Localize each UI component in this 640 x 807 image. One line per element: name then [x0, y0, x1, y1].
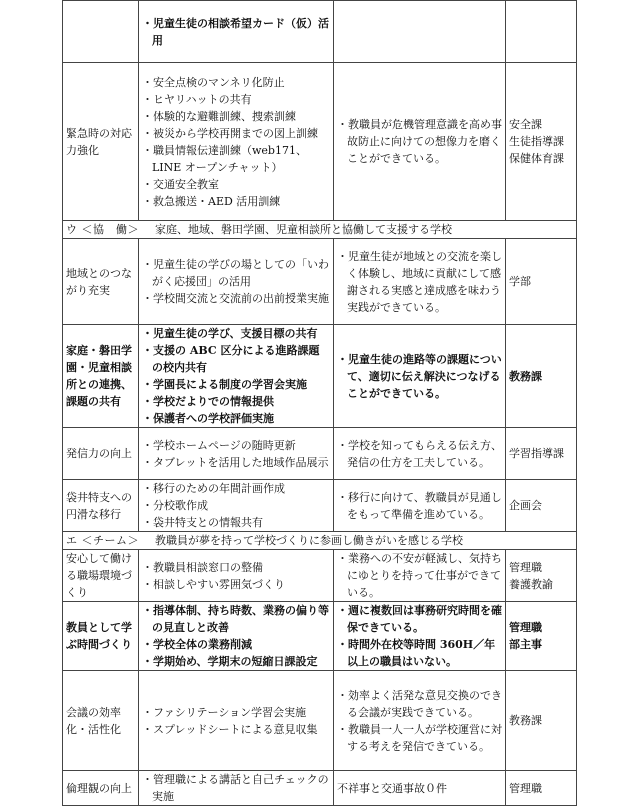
- action-item: ・ 体験的な避難訓練、捜索訓練: [142, 108, 330, 125]
- responsible-dept-cell: [506, 63, 577, 221]
- table-row: [63, 239, 577, 325]
- dept-name: 部主事: [509, 638, 542, 651]
- plan-table: [62, 0, 577, 806]
- table-row: [63, 428, 577, 480]
- action-items-cell: [139, 325, 334, 428]
- action-item: ・ 管理職による講話と自己チェックの実施: [142, 771, 330, 805]
- goal-item: ・ 業務への不安が軽減し、気持ちにゆとりを持って仕事ができている。: [337, 550, 502, 601]
- dept-name: 管理職: [509, 621, 542, 634]
- action-item: ・ 学園長による制度の学習会実施: [142, 376, 330, 393]
- section-label: エ ＜チーム＞: [66, 534, 139, 547]
- responsible-dept-cell: [506, 428, 577, 480]
- focus-area-cell: 地域とのつながり充実: [63, 239, 139, 325]
- responsible-dept-cell: [506, 671, 577, 771]
- action-items-cell: [139, 239, 334, 325]
- action-items-cell: [139, 63, 334, 221]
- goal-cell: [334, 671, 506, 771]
- table-row: [63, 63, 577, 221]
- goal-item: ・ 効率よく活発な意見交換のできる会議が実践できている。: [337, 687, 502, 721]
- dept-name: 教務課: [509, 714, 542, 727]
- action-item: ・ 児童生徒の学び、支援目標の共有: [142, 325, 330, 342]
- focus-area-cell: 倫理観の向上: [63, 771, 139, 806]
- dept-name: 保健体育課: [509, 152, 564, 165]
- action-item: ・ 袋井特支との情報共有: [142, 514, 330, 531]
- action-items-cell: [139, 428, 334, 480]
- goal-cell: [334, 480, 506, 532]
- action-item: ・ 被災から学校再開までの図上訓練: [142, 125, 330, 142]
- dept-name: 企画会: [509, 499, 542, 512]
- dept-name: 生徒指導課: [509, 135, 564, 148]
- action-item: ・ 学校全体の業務削減: [142, 636, 330, 653]
- action-item: ・ 相談しやすい雰囲気づくり: [142, 576, 330, 593]
- focus-area-cell: 教員として学ぶ時間づくり: [63, 602, 139, 671]
- section-header: [63, 532, 577, 550]
- action-item: ・ ヒヤリハットの共有: [142, 91, 330, 108]
- action-item: ・ タブレットを活用した地域作品展示: [142, 454, 330, 471]
- table-row: [63, 671, 577, 771]
- action-item: ・ 児童生徒の相談希望カード（仮）活用: [142, 15, 330, 49]
- action-item: ・ 交通安全教室: [142, 176, 330, 193]
- table-row: [63, 1, 577, 63]
- action-items-cell: [139, 671, 334, 771]
- goal-item: ・ 移行に向けて、教職員が見通しをもって準備を進めている。: [337, 489, 502, 523]
- dept-name: 学部: [509, 275, 531, 288]
- action-items-cell: [139, 771, 334, 806]
- action-item: ・ 児童生徒の学びの場としての「いわがく応援団」の活用: [142, 256, 330, 290]
- action-items-cell: [139, 1, 334, 63]
- focus-area-cell: 緊急時の対応力強化: [63, 63, 139, 221]
- section-description: 家庭、地域、磐田学園、児童相談所と協働して支援する学校: [155, 223, 452, 236]
- section-description: 教職員が夢を持って学校づくりに参画し働きがいを感じる学校: [155, 534, 463, 547]
- action-item: ・ 職員情報伝達訓練（web171、LINE オープンチャット）: [142, 142, 330, 176]
- focus-area-cell: 家庭・磐田学園・児童相談所との連携、課題の共有: [63, 325, 139, 428]
- action-item: ・ 救急搬送・AED 活用訓練: [142, 193, 330, 210]
- dept-name: 安全課: [509, 118, 542, 131]
- action-item: ・ スプレッドシートによる意見収集: [142, 721, 330, 738]
- action-item: ・ 保護者への学校評価実施: [142, 410, 330, 427]
- goal-cell: [334, 325, 506, 428]
- table-row: [63, 550, 577, 602]
- action-item: ・ 指導体制、持ち時数、業務の偏り等の見直しと改善: [142, 602, 330, 636]
- goal-item: ・ 学校を知ってもらえる伝え方、発信の仕方を工夫している。: [337, 437, 502, 471]
- goal-item: ・ 週に複数回は事務研究時間を確保できている。: [337, 602, 502, 636]
- action-item: ・ ファシリテーション学習会実施: [142, 704, 330, 721]
- plan-table-body: [63, 1, 577, 806]
- action-item: ・ 学校ホームページの随時更新: [142, 437, 330, 454]
- goal-cell: [334, 550, 506, 602]
- dept-name: 学習指導課: [509, 447, 564, 460]
- focus-area-cell: 会議の効率化・活性化: [63, 671, 139, 771]
- goal-item: ・ 児童生徒の進路等の課題について、適切に伝え解決につなげることができている。: [337, 351, 502, 402]
- action-items-cell: [139, 550, 334, 602]
- action-item: ・ 移行のための年間計画作成: [142, 480, 330, 497]
- action-item: ・ 学校間交流と交流前の出前授業実施: [142, 290, 330, 307]
- dept-name: 教務課: [509, 369, 542, 383]
- table-row: [63, 325, 577, 428]
- dept-name: 管理職: [509, 560, 542, 574]
- goal-item: ・ 時間外在校等時間 360H／年以上の職員はいない。: [337, 636, 502, 670]
- focus-area-cell: 袋井特支への円滑な移行: [63, 480, 139, 532]
- responsible-dept-cell: [506, 1, 577, 63]
- table-row: [63, 771, 577, 806]
- responsible-dept-cell: [506, 325, 577, 428]
- action-item: ・ 教職員相談窓口の整備: [142, 559, 330, 576]
- action-items-cell: [139, 602, 334, 671]
- action-item: ・ 学校だよりでの情報提供: [142, 393, 330, 410]
- section-header: [63, 221, 577, 239]
- responsible-dept-cell: [506, 239, 577, 325]
- table-row: [63, 602, 577, 671]
- goal-item: ・ 教職員一人一人が学校運営に対する考えを発信できている。: [337, 721, 502, 755]
- dept-name: 管理職: [509, 781, 542, 795]
- action-item: ・ 分校歌作成: [142, 497, 330, 514]
- goal-item: ・ 教職員が危機管理意識を高め事故防止に向けての想像力を磨くことができている。: [337, 116, 502, 167]
- dept-name: 養護教諭: [509, 577, 553, 591]
- responsible-dept-cell: [506, 480, 577, 532]
- goal-cell: [334, 1, 506, 63]
- goal-cell: [334, 239, 506, 325]
- table-row: [63, 480, 577, 532]
- action-item: ・ 支援の ABC 区分による進路課題の校内共有: [142, 342, 330, 376]
- section-header-row: [63, 221, 577, 239]
- goal-item: 不祥事と交通事故０件: [337, 781, 447, 795]
- focus-area-cell: [63, 1, 139, 63]
- section-header-row: [63, 532, 577, 550]
- action-item: ・ 学期始め、学期末の短縮日課設定: [142, 653, 330, 670]
- goal-cell: [334, 771, 506, 806]
- action-item: ・ 安全点検のマンネリ化防止: [142, 74, 330, 91]
- goal-cell: [334, 63, 506, 221]
- action-items-cell: [139, 480, 334, 532]
- responsible-dept-cell: [506, 771, 577, 806]
- goal-cell: [334, 602, 506, 671]
- responsible-dept-cell: [506, 602, 577, 671]
- goal-item: ・ 児童生徒が地域との交流を楽しく体験し、地域に貢献にして感謝される実感と達成感を味わう実践ができている。: [337, 248, 502, 316]
- section-label: ウ ＜協 働＞: [66, 223, 139, 236]
- responsible-dept-cell: [506, 550, 577, 602]
- focus-area-cell: 安心して働ける職場環境づくり: [63, 550, 139, 602]
- focus-area-cell: 発信力の向上: [63, 428, 139, 480]
- goal-cell: [334, 428, 506, 480]
